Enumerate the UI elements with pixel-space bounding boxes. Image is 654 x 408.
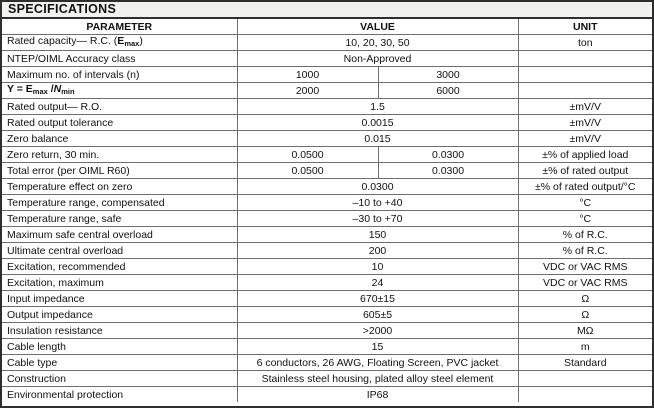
param-cell (2, 291, 237, 307)
param-cell (2, 371, 237, 387)
unit-cell: ±% of rated output (518, 163, 652, 179)
unit-cell: °C (518, 211, 652, 227)
value-cell: IP68 (237, 387, 518, 403)
table-row (2, 99, 652, 115)
param-text: / (47, 83, 54, 95)
table-row (2, 291, 652, 307)
param-text: Rated output— R.O. (7, 100, 103, 113)
value-cell: 6 conductors, 26 AWG, Floating Screen, PVC jacket (237, 355, 518, 371)
unit-cell: ±mV/V (518, 131, 652, 147)
value-cell: 0.015 (237, 131, 518, 147)
param-cell (2, 51, 237, 67)
param-cell (2, 35, 237, 51)
unit-cell: ±% of applied load (518, 147, 652, 163)
param-cell (2, 355, 237, 371)
unit-cell: MΩ (518, 323, 652, 339)
param-cell (2, 211, 237, 227)
param-text: Excitation, recommended (7, 260, 126, 273)
param-text: max (32, 87, 48, 96)
unit-cell: VDC or VAC RMS (518, 275, 652, 291)
table-title: SPECIFICATIONS (2, 2, 652, 19)
col-header-parameter: PARAMETER (2, 19, 237, 35)
table-row (2, 259, 652, 275)
table-row (2, 195, 652, 211)
param-text: Cable length (7, 340, 66, 353)
param-text: Excitation, maximum (7, 276, 104, 289)
col-header-value: VALUE (237, 19, 518, 35)
param-cell (2, 387, 237, 403)
value-cell: 670±15 (237, 291, 518, 307)
param-cell (2, 99, 237, 115)
value-cell: 2000 (237, 83, 378, 99)
value-cell: 0.0300 (378, 163, 518, 179)
param-cell (2, 83, 237, 99)
value-cell: Stainless steel housing, plated alloy steel element (237, 371, 518, 387)
value-cell: 1.5 (237, 99, 518, 115)
table-row (2, 387, 652, 403)
param-text: Ultimate central overload (7, 244, 124, 257)
spec-table (2, 19, 652, 402)
value-cell: 0.0500 (237, 163, 378, 179)
param-text: Construction (7, 372, 66, 385)
table-row (2, 323, 652, 339)
param-cell (2, 195, 237, 211)
param-text: Total error (per OIML R60) (7, 164, 130, 177)
value-cell: 1000 (237, 67, 378, 83)
param-text: Maximum safe central overload (7, 228, 153, 241)
value-cell: >2000 (237, 323, 518, 339)
param-cell (2, 115, 237, 131)
value-cell: 3000 (378, 67, 518, 83)
value-cell: 24 (237, 275, 518, 291)
value-cell: 10, 20, 30, 50 (237, 35, 518, 51)
unit-cell: % of R.C. (518, 227, 652, 243)
value-cell: 200 (237, 243, 518, 259)
unit-cell: Standard (518, 355, 652, 371)
table-row (2, 371, 652, 387)
table-row (2, 35, 652, 51)
unit-cell (518, 67, 652, 83)
value-cell: –30 to +70 (237, 211, 518, 227)
unit-cell: ±mV/V (518, 99, 652, 115)
param-text: E (117, 35, 125, 47)
param-text: ) (139, 35, 143, 47)
header-row (2, 19, 652, 35)
table-row (2, 275, 652, 291)
value-cell: 150 (237, 227, 518, 243)
table-row (2, 83, 652, 99)
table-row (2, 115, 652, 131)
value-cell: –10 to +40 (237, 195, 518, 211)
param-cell (2, 131, 237, 147)
param-text: Temperature effect on zero (7, 180, 133, 193)
value-cell: 0.0300 (237, 179, 518, 195)
param-text: Rated capacity— R.C. ( (7, 35, 118, 47)
unit-cell (518, 83, 652, 99)
param-text: min (61, 87, 75, 96)
param-text: Y = E (7, 83, 33, 95)
param-text: Temperature range, safe (7, 212, 122, 225)
unit-cell: m (518, 339, 652, 355)
unit-cell (518, 387, 652, 403)
param-cell (2, 147, 237, 163)
param-text: Zero balance (7, 132, 69, 145)
table-row (2, 243, 652, 259)
value-cell: 0.0500 (237, 147, 378, 163)
unit-cell (518, 371, 652, 387)
col-header-unit: UNIT (518, 19, 652, 35)
table-row (2, 67, 652, 83)
table-row (2, 211, 652, 227)
unit-cell: Ω (518, 307, 652, 323)
param-cell (2, 339, 237, 355)
unit-cell: Ω (518, 291, 652, 307)
param-cell (2, 163, 237, 179)
param-cell (2, 243, 237, 259)
table-row (2, 51, 652, 67)
value-cell: 605±5 (237, 307, 518, 323)
param-text: Temperature range, compensated (7, 196, 165, 209)
param-text: Zero return, 30 min. (7, 148, 100, 161)
unit-cell: ±% of rated output/°C (518, 179, 652, 195)
table-row (2, 131, 652, 147)
param-cell (2, 323, 237, 339)
value-cell: 6000 (378, 83, 518, 99)
value-cell: 0.0300 (378, 147, 518, 163)
unit-cell: °C (518, 195, 652, 211)
param-text: Insulation resistance (7, 324, 103, 337)
param-cell (2, 307, 237, 323)
param-text: Maximum no. of intervals (n) (7, 68, 140, 81)
table-row (2, 179, 652, 195)
unit-cell: % of R.C. (518, 243, 652, 259)
param-text: Rated output tolerance (7, 116, 114, 129)
param-cell (2, 259, 237, 275)
param-text: NTEP/OIML Accuracy class (7, 52, 136, 65)
table-row (2, 307, 652, 323)
value-cell: Non-Approved (237, 51, 518, 67)
table-row (2, 355, 652, 371)
param-text: max (124, 39, 140, 48)
value-cell: 10 (237, 259, 518, 275)
param-cell (2, 179, 237, 195)
param-cell (2, 275, 237, 291)
unit-cell: ±mV/V (518, 115, 652, 131)
table-row (2, 227, 652, 243)
table-row (2, 339, 652, 355)
unit-cell (518, 51, 652, 67)
param-text: Cable type (7, 356, 58, 369)
param-cell (2, 227, 237, 243)
param-text: N (53, 83, 62, 95)
unit-cell: ton (518, 35, 652, 51)
param-text: Input impedance (7, 292, 85, 305)
unit-cell: VDC or VAC RMS (518, 259, 652, 275)
value-cell: 15 (237, 339, 518, 355)
table-row (2, 147, 652, 163)
param-cell (2, 67, 237, 83)
table-row (2, 163, 652, 179)
value-cell: 0.0015 (237, 115, 518, 131)
param-text: Output impedance (7, 308, 93, 321)
param-text: Environmental protection (7, 388, 124, 401)
